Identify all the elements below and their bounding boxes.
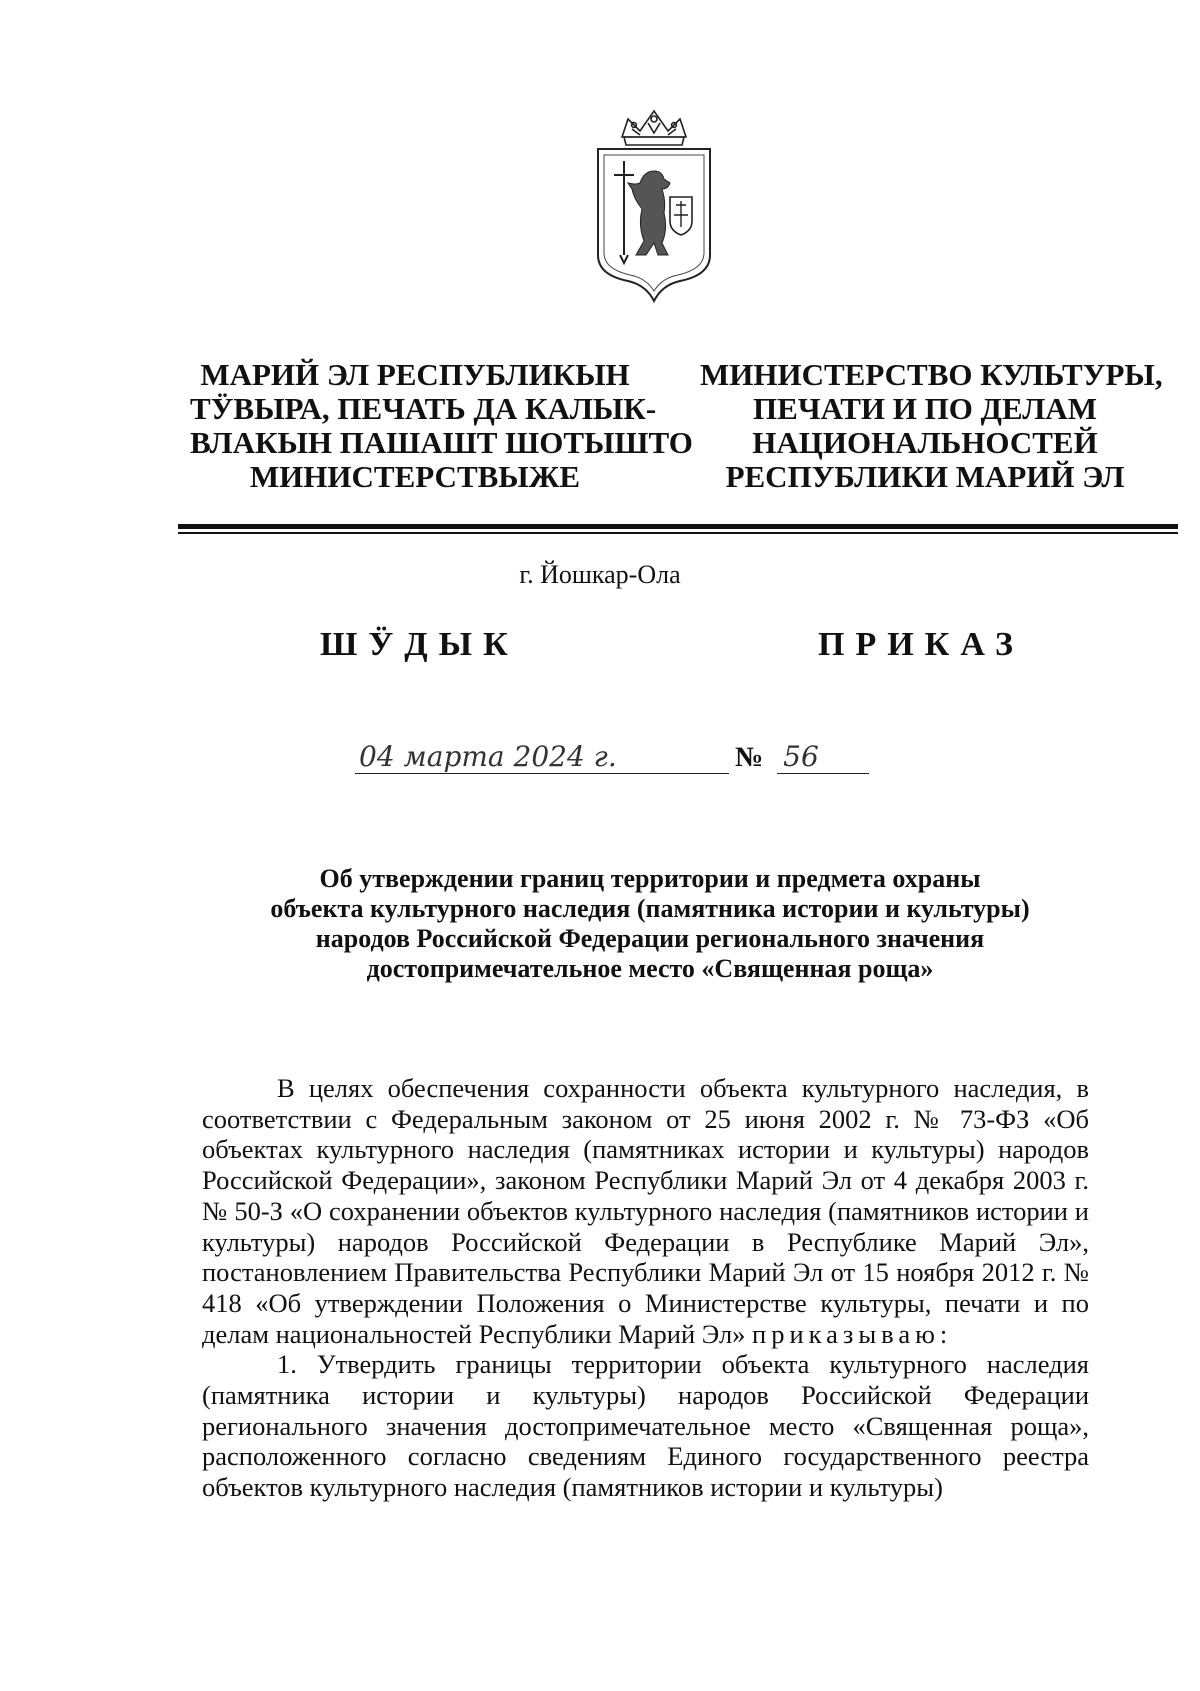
doc-type-russian: ПРИКАЗ (818, 626, 1024, 663)
header-line: МИНИСТЕРСТВО КУЛЬТУРЫ, (700, 357, 1163, 392)
coat-of-arms-icon (588, 105, 720, 305)
title-line: народов Российской Федерации регионального значения (315, 924, 985, 953)
paragraph-text: В целях обеспечения сохранности объекта культурного наследия, в соответствии с Федеральным законом от 25 июня 2002 г. № 73-ФЗ «Об объектах культурного наследия (памятниках истории и культуры) народов Российской Федерации», законом Республики Марий Эл от 4 декабря 2003 г. № 50-З «О сохранении объектов культурного наследия (памятников истории и культуры) народов Российской Федерации в Республике Марий Эл», постановлением Правительства Республики Марий Эл от 15 ноября 2012 г. № 418 «Об утверждении Положения о Министерстве культуры, печати и по делам национальностей Республики Марий Эл» (202, 1073, 1089, 1349)
doc-type-mari: ШӰДЫК (320, 626, 519, 663)
order-title (150, 864, 1150, 984)
header-line: НАЦИОНАЛЬНОСТЕЙ (752, 425, 1098, 460)
order-date-number-line (355, 740, 869, 774)
body-paragraph (202, 1073, 1089, 1349)
header-line: ПЕЧАТИ И ПО ДЕЛАМ (753, 391, 1097, 426)
header-line: МАРИЙ ЭЛ РЕСПУБЛИКЫН (200, 357, 630, 392)
order-command: приказываю: (752, 1318, 953, 1349)
title-line: Об утверждении границ территории и предмета охраны (319, 864, 981, 893)
header-ministry-russian (700, 357, 1163, 494)
header-line: МИНИСТЕРСТВЫЖЕ (249, 459, 581, 494)
city-name: г. Йошкар-Ола (519, 560, 681, 589)
order-date-handwritten: 04 марта 2024 г. (355, 740, 729, 774)
title-line: достопримечательное место «Священная роща» (366, 954, 934, 983)
header-line: РЕСПУБЛИКИ МАРИЙ ЭЛ (725, 459, 1125, 494)
order-number-handwritten: 56 (777, 740, 869, 774)
header-divider-thick (178, 524, 1178, 529)
header-line: ВЛАКЫН ПАШАШТ ШОТЫШТО (190, 425, 693, 460)
header-line: ТӰВЫРА, ПЕЧАТЬ ДА КАЛЫК- (190, 391, 657, 426)
header-ministry-mari (190, 357, 693, 494)
title-line: объекта культурного наследия (памятника истории и культуры) (270, 894, 1030, 923)
order-number-label: № (735, 742, 764, 773)
header-divider-thin (178, 532, 1178, 534)
order-body (202, 1073, 1089, 1503)
body-paragraph: 1. Утвердить границы территории объекта культурного наследия (памятника истории и культуры) народов Российской Федерации регионального значения достопримечательное место «Священная роща», расположенного согласно сведениям Единого государственного реестра объектов культурного наследия (памятников истории и культуры) (202, 1349, 1089, 1503)
